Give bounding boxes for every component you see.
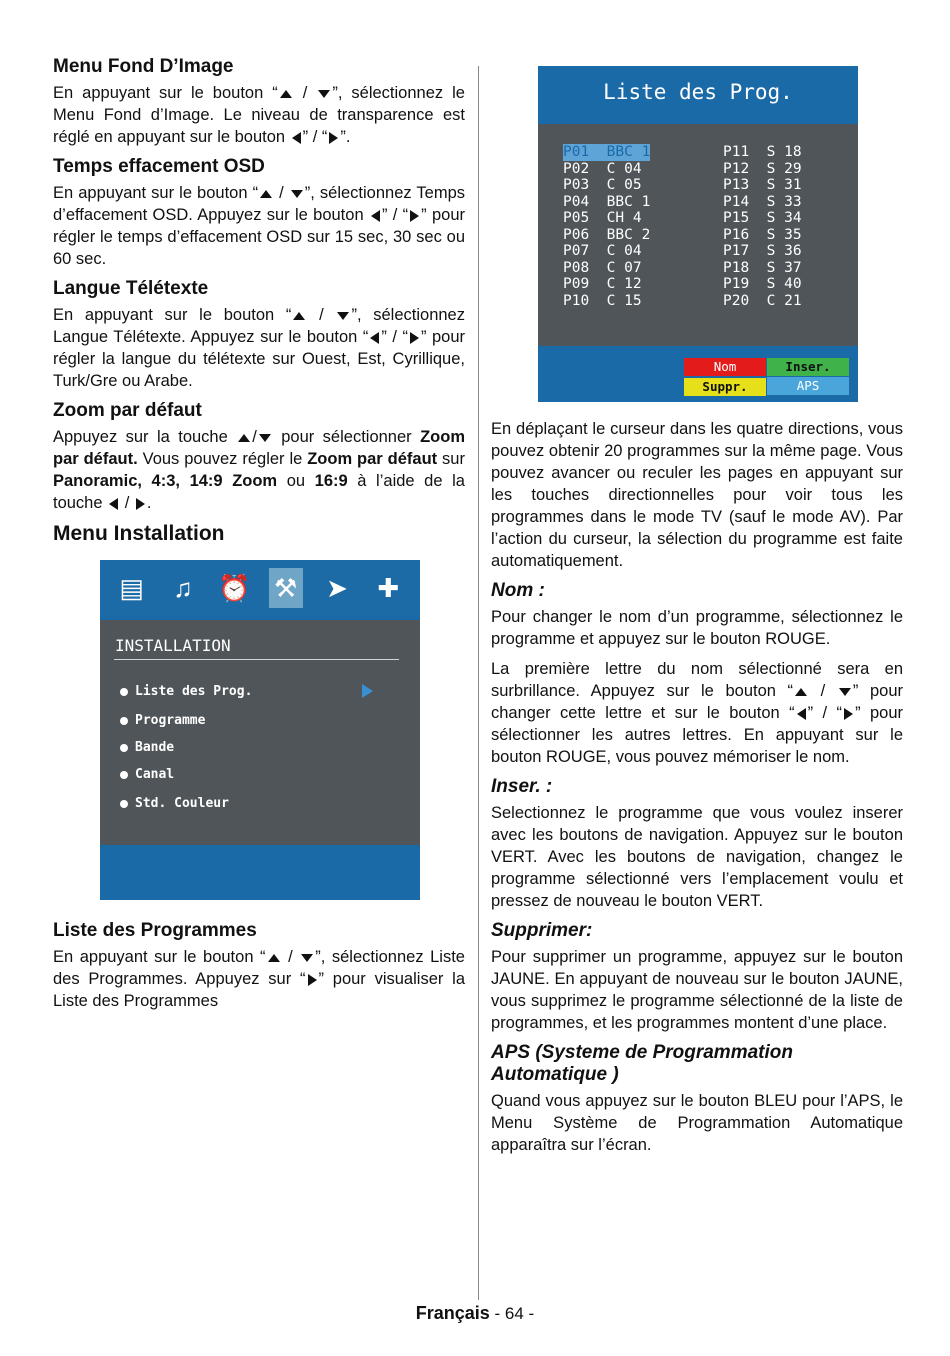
paragraph-nom-2: La première lettre du nom sélectionné sera en surbrillance. Appuyez sur le bouton “ / ” pour changer cette lettre et sur le bouton “ ” / “ ” pour sélectionner les autres lettres. En appuyant sur le bouton ROUGE, vous pouvez mémoriser le nom. xyxy=(491,660,904,766)
column-divider xyxy=(478,66,479,1300)
installation-heading: Menu Installation xyxy=(53,522,225,545)
section-title-aps: APS (Systeme de Programmation Automatique ) xyxy=(491,1042,793,1085)
right-column xyxy=(491,66,903,1164)
section-title-teletext: Langue Télétexte xyxy=(53,278,209,299)
program-list-screenshot xyxy=(538,66,858,402)
picture-menu-icon: ▤ xyxy=(119,572,144,603)
connector-menu-icon: ➤ xyxy=(326,572,348,603)
program-entry: P20 C 21 xyxy=(723,292,802,309)
page-number: - 64 - xyxy=(489,1304,535,1323)
paragraph-intro: En déplaçant le curseur dans les quatre directions, vous pouvez obtenir 20 programmes sur la même page. Vous pouvez avancer ou reculer les pages en appuyant sur les touches directionnelles pour voir tous les programmes dans le mode TV (sauf le mode AV). Par l’action du curseur, la sélection du programme est faite automatiquement. xyxy=(491,420,903,570)
program-entry: P13 S 31 xyxy=(723,177,802,193)
program-entry: P11 S 18 xyxy=(723,144,802,160)
right-arrow-icon xyxy=(136,498,145,510)
program-entry: P10 C 15 xyxy=(563,292,642,309)
program-list-title: Liste des Prog. xyxy=(603,80,793,104)
paragraph-nom-1: Pour changer le nom d’un programme, sélectionnez le programme et appuyez sur le bouton ROUGE. xyxy=(491,608,903,648)
right-arrow-icon xyxy=(410,210,419,222)
left-arrow-icon xyxy=(371,210,380,222)
program-entry-selected: P01 BBC 1 xyxy=(563,144,651,160)
section-title-supprimer: Supprimer: xyxy=(491,920,593,941)
up-arrow-icon xyxy=(260,190,272,198)
submenu-arrow-icon xyxy=(362,684,373,698)
menu-item: Bande xyxy=(120,740,174,755)
program-entry: P14 S 33 xyxy=(723,193,802,210)
program-entry: P09 C 12 xyxy=(563,276,642,292)
right-arrow-icon xyxy=(844,708,853,720)
page-footer xyxy=(0,1303,950,1324)
installation-menu-title: INSTALLATION xyxy=(115,636,231,655)
clock-menu-icon: ⏰ xyxy=(218,572,251,603)
program-entry: P07 C 04 xyxy=(563,243,642,259)
section-title-liste: Liste des Programmes xyxy=(53,920,257,941)
program-entry: P02 C 04 xyxy=(563,160,642,177)
right-arrow-icon xyxy=(410,332,419,344)
sound-menu-icon: ♫ xyxy=(173,572,193,603)
source-menu-icon: ✚ xyxy=(377,572,400,603)
left-arrow-icon xyxy=(370,332,379,344)
inser-green-button: Inser. xyxy=(767,358,849,376)
left-arrow-icon xyxy=(109,498,118,510)
right-arrow-icon xyxy=(329,132,338,144)
program-entry: P08 C 07 xyxy=(563,259,642,276)
program-entry: P06 BBC 2 xyxy=(563,226,651,243)
paragraph-supprimer: Pour supprimer un programme, appuyez sur le bouton JAUNE. En appuyant de nouveau sur le bouton JAUNE, vous supprimez le programme sélectionné de la liste de programmes, et les programmes montent d’une place. xyxy=(491,948,903,1032)
menu-icon-bar xyxy=(100,560,420,616)
paragraph-zoom: Appuyez sur la touche / pour sélectionner Zoom par défaut. Vous pouvez régler le Zoom par défaut sur Panoramic, 4:3, 14:9 Zoom ou 16:9 à l’aide de la touche / . xyxy=(53,428,465,512)
footer-language: Français xyxy=(415,1303,490,1323)
program-entry: P17 S 36 xyxy=(723,243,802,259)
right-arrow-icon xyxy=(308,974,317,986)
up-arrow-icon xyxy=(238,434,250,442)
section-title-inser: Inser. : xyxy=(491,776,553,797)
down-arrow-icon xyxy=(259,434,271,442)
program-entry: P12 S 29 xyxy=(723,160,802,177)
section-title-osd: Temps effacement OSD xyxy=(53,156,265,177)
program-entry: P16 S 35 xyxy=(723,226,802,243)
menu-item: Std. Couleur xyxy=(120,796,229,811)
section-title-fond: Menu Fond D’Image xyxy=(53,56,234,77)
down-arrow-icon xyxy=(839,688,851,696)
paragraph-liste: En appuyant sur le bouton “ / ”, sélectionnez Liste des Programmes. Appuyez sur “ ” pour visualiser la Liste des Programmes xyxy=(53,948,465,1010)
installation-menu-icon: ⚒ xyxy=(269,568,303,608)
program-column-left xyxy=(563,144,650,309)
program-list-panel xyxy=(538,124,858,346)
menu-item: Programme xyxy=(120,713,205,728)
menu-item: Liste des Prog. xyxy=(120,684,252,699)
title-underline xyxy=(114,659,399,660)
left-column xyxy=(53,56,465,1020)
installation-menu-panel xyxy=(100,620,420,845)
paragraph-teletext: En appuyant sur le bouton “ / ”, sélectionnez Langue Télétexte. Appuyez sur le bouton “ ” / “ ” pour régler la langue du télétexte sur Ouest, Est, Cyrillique, Turk/Gre ou Arabe. xyxy=(53,306,465,390)
program-entry: P19 S 40 xyxy=(723,276,802,292)
program-entry: P05 CH 4 xyxy=(563,210,642,226)
menu-item: Canal xyxy=(120,767,174,782)
down-arrow-icon xyxy=(291,190,303,198)
installation-menu-screenshot xyxy=(100,560,420,900)
paragraph-aps: Quand vous appuyez sur le bouton BLEU pour l’APS, le Menu Système de Programmation Automatique apparaîtra sur l’écran. xyxy=(491,1092,903,1154)
program-column-right xyxy=(723,144,802,309)
section-title-nom: Nom : xyxy=(491,580,545,601)
paragraph-inser: Selectionnez le programme que vous voulez inserer avec les boutons de navigation. Appuyez sur le bouton VERT. Avec les boutons de navigation, changez le programme sélectionné vers l’emplacement voulu et pressez de nouveau le bouton VERT. xyxy=(491,804,903,910)
program-entry: P04 BBC 1 xyxy=(563,193,651,210)
up-arrow-icon xyxy=(293,312,305,320)
up-arrow-icon xyxy=(268,954,280,962)
program-entry: P18 S 37 xyxy=(723,259,802,276)
section-title-zoom: Zoom par défaut xyxy=(53,400,202,421)
aps-blue-button: APS xyxy=(767,377,849,395)
up-arrow-icon xyxy=(795,688,807,696)
program-entry: P15 S 34 xyxy=(723,210,802,226)
nom-red-button: Nom xyxy=(684,358,766,376)
program-entry: P03 C 05 xyxy=(563,177,642,193)
left-arrow-icon xyxy=(797,708,806,720)
left-arrow-icon xyxy=(292,132,301,144)
paragraph-osd: En appuyant sur le bouton “ / ”, sélectionnez Temps d’effacement OSD. Appuyez sur le bouton ” / “ ” pour régler le temps d’effacement OSD sur 15 sec, 30 sec ou 60 sec. xyxy=(53,184,465,268)
paragraph-fond: En appuyant sur le bouton “ / ”, sélectionnez le Menu Fond d’Image. Le niveau de transparence est réglé en appuyant sur le bouton ” / “ ”. xyxy=(53,84,465,146)
suppr-yellow-button: Suppr. xyxy=(684,378,766,396)
up-arrow-icon xyxy=(280,90,292,98)
down-arrow-icon xyxy=(301,954,313,962)
down-arrow-icon xyxy=(318,90,330,98)
down-arrow-icon xyxy=(337,312,349,320)
